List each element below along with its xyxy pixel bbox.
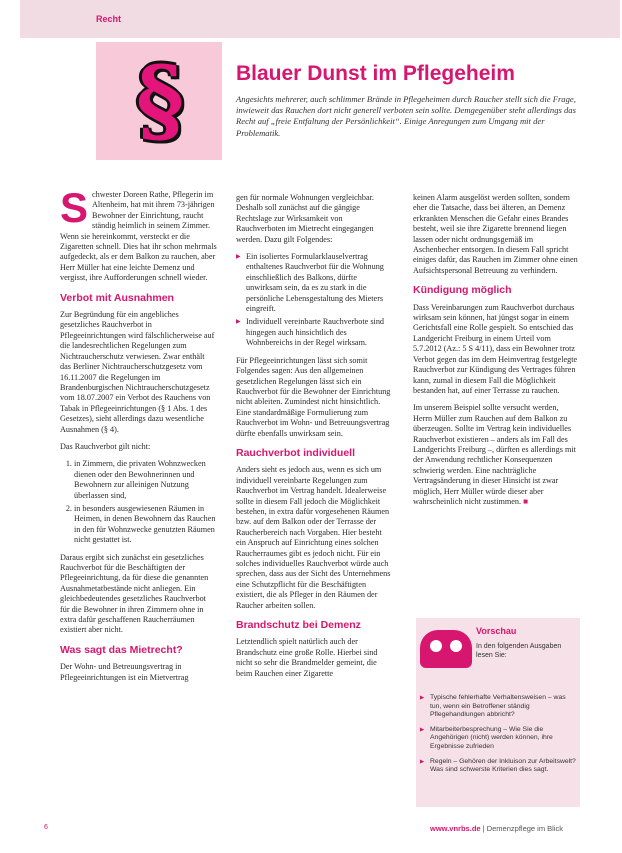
intro-paragraph: Schwester Doreen Rathe, Pflegerin im Altenheim, hat mit ihrem 73-jährigen Bewohner der Einrichtung, raucht ständig heimlich in seinem Zimmer. Wenn sie hereinkommt, versteckt er die Zigaretten schnell. Dies hat ihr schon mehrmals aufgedeckt, als er dem Balkon zu rauchen, aber Herr Müller hat eine leichte Demenz und vergisst, ihre Aufforderungen schnell wieder.: [60, 184, 217, 283]
preview-title: Vorschau: [476, 626, 517, 636]
end-mark-icon: ■: [523, 496, 529, 506]
list-item: ▶ Individuell vereinbarte Rauchverbote sind hingegen auch hinsichtlich des Wohnbereichs in der Regel wirksam.: [246, 317, 393, 348]
drop-cap: S: [60, 184, 89, 231]
page-number: 6: [44, 824, 48, 831]
footer: [430, 824, 563, 833]
subheading-verbot: Verbot mit Ausnahmen: [60, 291, 174, 304]
paragraph-symbol-icon: §: [135, 46, 185, 154]
list-item: 2. in besonders ausgewiesenen Räumen in Heimen, in denen Bewohnern das Rauchen in den für Wohnzwecke genutzten Räumen nicht gestattet ist.: [74, 504, 217, 546]
paragraph: keinen Alarm ausgelöst werden sollten, sondern eher die Tatsache, dass bei älteren, an Demenz erkrankten Menschen die Gefahr eines Brandes besteht, weil sie ihre Zigarette brennend liegen lassen oder nicht ordnungsgemäß im Aschenbecher entsorgen. In diesem Fall spricht einiges dafür, das Rauchen im Zimmer ohne einen Aufsichtspersonal Betreuung zu verhindern.: [413, 193, 578, 275]
binoculars-icon: [420, 630, 472, 668]
paragraph: Im unserem Beispiel sollte versucht werden, Herrn Müller zum Rauchen auf dem Balkon zu überzeugen. Sollte im Vertrag kein individuelles Rauchverbot existieren – anders als im Fall des Landgerichts Freiburg –, dürften es allerdings mit der Anwendung rechtlicher Konsequenzen schwierig werden. Eine nachträgliche Vertragsänderung in dieser Hinsicht ist zwar möglich, Herr Müller würde dieser aber wahrscheinlich nicht zustimmen. ■: [413, 403, 576, 506]
column-1: [60, 184, 217, 690]
paragraph: Zur Begründung für ein angebliches gesetzliches Rauchverbot in Pflegeeinrichtungen wird fälschlicherweise auf die landesrechtlichen Regelungen zum Nichtraucherschutz verwiesen. Zwar enthält das Berliner Nichtraucherschutzgesetz vom 16.11.2007 die Regelungen im Brandenburgischen Nichtraucherschutzgesetz vom 18.07.2007 ein Verbot des Rauchens von Tabak in Pflegeeinrichtungen (§ 1 Abs. 1 des Gesetzes), sieht allerdings dazu wesentliche Ausnahmen (§ 4).: [60, 310, 215, 434]
paragraph: Das Rauchverbot gilt nicht:: [60, 441, 151, 451]
list-item: 1. in Zimmern, die privaten Wohnzwecken dienen oder den Bewohnerinnen und Bewohnern zur alleinigen Nutzung überlassen sind,: [74, 459, 217, 501]
paragraph: Letztendlich spielt natürlich auch der Brandschutz eine große Rolle. Hierbei sind nicht so sehr die Brandmelder gemeint, die beim Rauchen einer Zigarette: [236, 637, 378, 678]
subheading-mietrecht: Was sagt das Mietrecht?: [60, 643, 183, 656]
bullet-list: [236, 252, 393, 349]
footer-url[interactable]: www.vnrbs.de: [430, 824, 481, 833]
list-item: ▶ Ein isoliertes Formularklauselvertrag enthaltenes Rauchverbot für die Wohnung einschließlich des Balkons, dürfte unwirksam sein, da es zu stark in die persönliche Lebensgestaltung des Mieters eingreift.: [246, 252, 393, 314]
paragraph: Für Pflegeeinrichtungen lässt sich somit Folgendes sagen: Aus den allgemeinen gesetzlichen Regelungen lässt sich ein Rauchverbot für die Bewohner der Einrichtung nicht ableiten. Zumindest nicht hinsichtlich. Eine standardmäßige Formulierung zum Rauchverbot im Wohn- und Betreuungsvertrag dürfte ebenfalls unwirksam sein.: [236, 355, 391, 438]
lead-text: Angesichts mehrerer, auch schlimmer Brände in Pflegeheimen durch Raucher stellt sich die Frage, inwieweit das Rauchen dort nicht generell verboten sein sollte. Demgegenüber steht allerdings das Recht auf „freie Entfaltung der Persönlichkeit“. Einige Anregungen zum Umgang mit der Problematik.: [236, 94, 576, 138]
paragraph: Dass Vereinbarungen zum Rauchverbot durchaus wirksam sein können, hat jüngst sogar in einem Gerichtsfall eine Rolle gespielt. So entschied das Landgericht Freiburg in einem Urteil vom 5.7.2012 (Az.: 5 S 4/11), dass ein Bewohner trotz Verbot gegen das im dem Heimvertrag festgelegte Rauchverbot zur Kündigung des Vertrages führen kann, zumal in diesem Fall die Möglichkeit bestanden hat, auf einer Terrasse zu rauchen.: [413, 302, 578, 395]
page-title: Blauer Dunst im Pflegeheim: [236, 62, 515, 85]
list-item: ▶ Typische fehlerhafte Verhaltensweisen – was tun, wenn ein Betroffener ständig Pflegehandlungen abbricht?: [420, 694, 576, 720]
subheading-rauchverbot: Rauchverbot individuell: [236, 446, 356, 459]
subheading-brandschutz: Brandschutz bei Demenz: [236, 619, 361, 632]
preview-subtitle: In den folgenden Ausgaben lesen Sie:: [476, 643, 562, 659]
paragraph: Anders sieht es jedoch aus, wenn es sich um individuell vereinbarte Regelungen zum Rauchverbot im Vertrag handelt. Idealerweise sollte in diesem Fall jedoch die Möglichkeit bestehen, in extra dafür vorgesehenen Räumen bzw. auf dem Balkon oder der Terrasse der Raucherbereich nach Vorgaben. Hier besteht ein Anspruch auf Einrichtung eines solchen Raucherraumes gibt es jedoch nicht. Für ein solches individuelles Rauchverbot würde auch sprechen, dass aus der Sicht des Unternehmens eine Schutzpflicht für die Beschäftigten existiert, die als Pfleger in den Räumen der Raucher arbeiten sollen.: [236, 465, 391, 610]
exception-list: [60, 459, 217, 545]
list-item: ▶ Regeln – Gehören der Inkluison zur Arbeitswelt? Was sind schwerste Kriterien dies sagt.: [420, 758, 576, 775]
section-label: Recht: [96, 14, 122, 24]
list-item: ▶ Mitarbeiterbesprechung – Wie Sie die Angehörigen (nicht) werden können, ihre Ergebnisse zufrieden: [420, 726, 576, 752]
column-3: [413, 193, 579, 514]
paragraph: Der Wohn- und Betreuungsvertrag in Pflegeeinrichtungen ist ein Mietvertrag: [60, 662, 189, 682]
subheading-kuendigung: Kündigung möglich: [413, 284, 512, 297]
preview-list: [420, 694, 576, 781]
paragraph: Daraus ergibt sich zunächst ein gesetzliches Rauchverbot für die Beschäftigten der Pflegeeinrichtung, da für diese die genannten Ausnahmetatbestände nicht anliegen. Ein gleichbedeutendes gesetzliches Rauchverbot für die Bewohner in ihren Zimmern ohne in extra dafür geschaffenen Raucherräumen existiert aber nicht.: [60, 552, 209, 635]
footer-publication: Demenzpflege im Blick: [486, 824, 563, 833]
footer-separator: |: [482, 824, 487, 833]
paragraph: gen für normale Wohnungen vergleichbar. Deshalb soll zunächst auf die gängige Rechtslage zur Wirksamkeit von Rauchverboten im Mietrecht eingegangen werden. Dazu gilt Folgendes:: [236, 193, 374, 244]
column-2: [236, 193, 393, 686]
